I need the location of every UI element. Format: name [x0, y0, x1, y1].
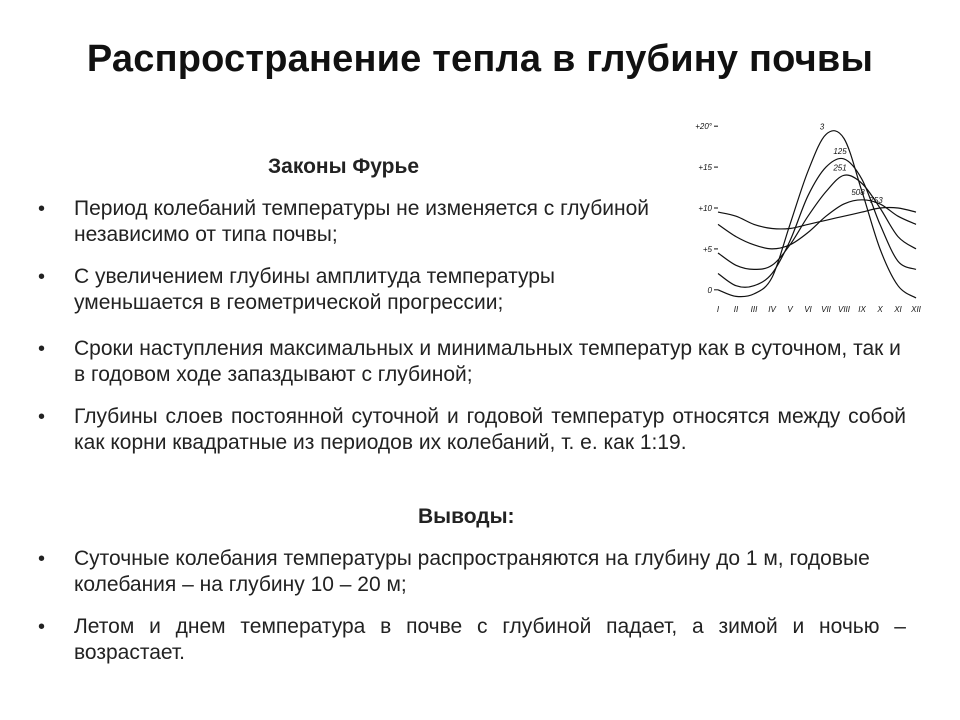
series-line-3: [718, 131, 916, 298]
bullet-item: [38, 404, 906, 456]
series-label: 251: [833, 163, 847, 173]
bullet-text: Период колебаний температуры не изменяется с глубиной независимо от типа почвы;: [74, 197, 650, 246]
bullet-text: Суточные колебания температуры распространяются на глубину до 1 м, годовые колебания – на глубину 10 – 20 м;: [74, 547, 870, 596]
bullet-text: С увеличением глубины амплитуда температуры уменьшается в геометрической прогрессии;: [74, 265, 555, 314]
x-tick-label: VIII: [837, 305, 851, 314]
x-tick-label: XI: [894, 305, 902, 314]
bullet-item: [38, 614, 906, 666]
series-label: 3: [819, 122, 825, 132]
bullet-text: Летом и днем температура в почве с глубиной падает, а зимой и ночью – возрастает.: [74, 615, 906, 664]
bullet-dot: •: [38, 406, 46, 428]
x-tick-label: VI: [804, 305, 812, 314]
bullet-item: [38, 196, 662, 248]
bullet-dot: •: [38, 338, 46, 360]
section-heading-fourier: Законы Фурье: [268, 155, 420, 178]
y-tick-label: +20°: [695, 122, 712, 132]
bullet-text: Сроки наступления максимальных и минимальных температур как в суточном, так и в годовом ходе запаздывают с глубиной;: [74, 337, 901, 386]
series-label: 508: [851, 187, 865, 197]
bullet-item: [38, 264, 662, 316]
bullet-dot: •: [38, 616, 46, 638]
x-tick-label: IX: [858, 305, 866, 314]
x-tick-label: I: [716, 305, 720, 314]
x-tick-label: X: [877, 305, 883, 314]
bullet-dot: •: [38, 198, 46, 220]
y-tick-label: +15: [698, 163, 712, 173]
slide-title: Распространение тепла в глубину почвы: [86, 38, 874, 80]
x-tick-label: V: [787, 305, 793, 314]
bullet-item: [38, 546, 906, 598]
x-tick-label: II: [733, 305, 739, 314]
bullet-item: [38, 336, 906, 388]
x-tick-label: III: [750, 305, 758, 314]
soil-temperature-chart: [676, 110, 926, 325]
section-heading-conclusions: Выводы:: [418, 505, 515, 528]
x-tick-label: IV: [768, 305, 776, 314]
bullet-text: Глубины слоев постоянной суточной и годовой температур относятся между собой как корни квадратные из периодов их колебаний, т. е. как 1:19.: [74, 405, 906, 454]
y-tick-label: +10: [698, 204, 712, 213]
bullet-dot: •: [38, 266, 46, 288]
bullet-dot: •: [38, 548, 46, 570]
y-tick-label: 0: [707, 285, 712, 295]
x-tick-label: VII: [821, 305, 831, 314]
series-label: 753: [869, 196, 883, 205]
y-tick-label: +5: [702, 244, 712, 254]
x-tick-label: XII: [911, 305, 921, 314]
series-label: 125: [833, 146, 847, 156]
